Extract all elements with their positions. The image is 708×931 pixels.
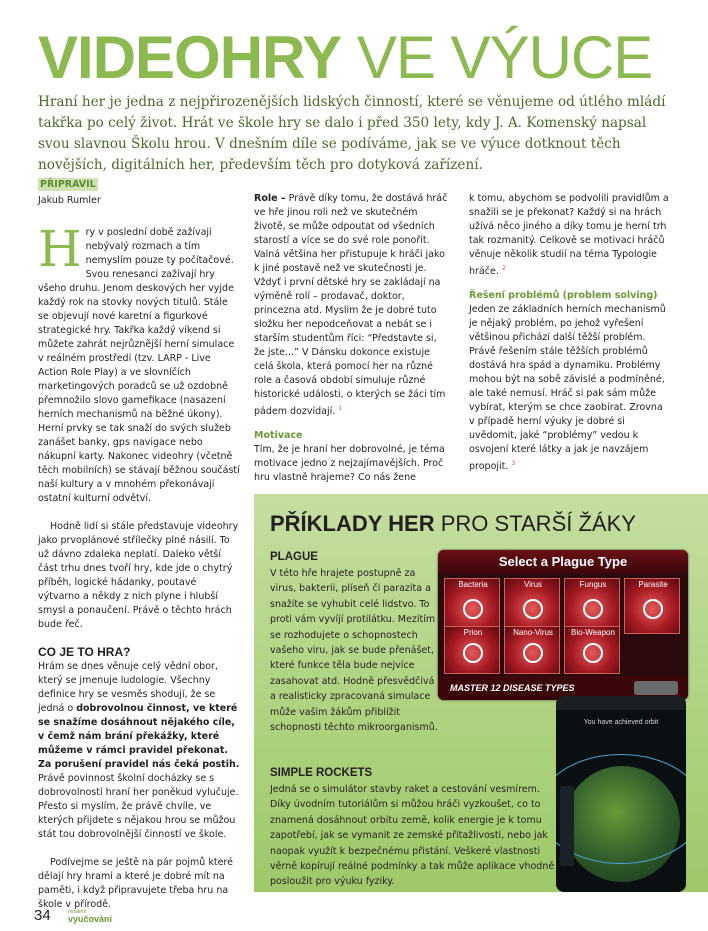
footnote-marker: 1	[338, 405, 343, 412]
prion-icon	[463, 643, 483, 663]
footnote-marker: 3	[511, 460, 516, 468]
body-paragraph	[254, 192, 450, 419]
page-title	[38, 24, 698, 92]
plague-cell-label: Fungus	[579, 580, 607, 589]
plague-cell	[564, 626, 620, 674]
page-number: 34	[34, 907, 51, 924]
body-paragraph	[469, 192, 671, 279]
game-title-plague: PLAGUE	[270, 551, 318, 563]
box-title-light: PRO STARŠÍ ŽÁKY	[434, 511, 636, 536]
orbit-line	[556, 754, 686, 864]
column-3	[469, 192, 671, 474]
plague-cell-label: Bio-Weapon	[571, 628, 615, 637]
plague-cell-label: Parasite	[638, 580, 668, 589]
section-heading: Motivace	[254, 430, 303, 442]
body-paragraph: Podívejme se ještě na pár pojmů které dělají hry hrami a které je dobré mít na paměti, i když připravujete třeba hru na škole v přírodě.	[38, 857, 233, 910]
parasite-icon	[643, 599, 663, 619]
body-paragraph: ry v poslední době zažívají nebývalý rozmach a tím nemyslím pouze ty počítačové. Svou renesanci zažívají hry všeho druhu. Jenom deskových her vyjde každý rok na stovky nových titulů. Stále se objevují nové karetní a figurkové strategické hry. Takřka každý víkend si můžete zahrát nejrůznější herní simulace v reálném prostředí (tzv. LARP - Live Action Role Play) a ve slovníčích marketingových poradců se už ozdobně přemnožilo slovo gamefikace (nasazení herních mechanismů na běžné úkony). Herní prvky se tak snaží do svých služeb zanášet banky, gps navigace nebo nákupní karty. Nakonec videohry (včetně těch mobilních) se stávají běžnou součástí naší kultury a v mnohém překonávají ostatní kulturní odvětví.	[38, 227, 240, 504]
column-1	[38, 178, 240, 912]
byline-author: Jakub Rumler	[38, 195, 101, 206]
examples-box-title	[270, 510, 690, 538]
plague-footer-text: MASTER 12 DISEASE TYPES	[450, 683, 575, 693]
plague-cell-label: Nano-Virus	[513, 628, 553, 637]
text-run: Hrám se dnes věnuje celý vědní obor, který se jmenuje ludologie. Všechny definice hry se vesměs shodují, že se jedná o	[38, 661, 218, 714]
body-paragraph: Tím, že je hraní her dobrovolné, je téma motivace jedno z nejzajímavějších. Proč hru vlastně hrajeme? Co nás žene	[254, 444, 445, 484]
rockets-status-bar	[556, 696, 686, 710]
plague-screenshot	[438, 550, 688, 700]
body-paragraph	[469, 303, 671, 474]
column-2	[254, 192, 450, 485]
text-run-bold: dobrovolnou činnost, ve které se snažíme dosáhnout nějakého cíle, v čemž nám brání překážky, které můžeme v rámci pravidel překonat. Za porušení pravidel nás čeká postih.	[38, 703, 240, 770]
plague-cell	[504, 626, 560, 674]
rockets-orbit-label: You have achieved orbit	[583, 719, 659, 726]
plague-cell-label: Virus	[523, 580, 543, 589]
section-heading: CO JE TO HRA?	[38, 645, 131, 659]
title-light: VE VÝUCE	[341, 24, 653, 91]
intro-block	[38, 220, 240, 506]
plague-cell-label: Prion	[463, 628, 483, 637]
rockets-screenshot	[556, 696, 686, 892]
nano-virus-icon	[523, 643, 543, 663]
bacteria-icon	[463, 599, 483, 619]
lead-paragraph: Hraní her je jedna z nejpřirozenějších lidských činností, které se věnujeme od útlého mládí takřka po celý život. Hrát ve škole hry se dalo i před 350 lety, kdy J. A. Komenský napsal svou slavnou Školu hrou. V dnešním díle se podíváme, jak se ve výuce dotknout těch novějších, digitálních her, především těch pro dotyková zařízení.	[38, 94, 666, 173]
magazine-logo: vyučování	[68, 914, 113, 924]
game-text-plague: V této hře hrajete postupně za virus, bakterii, plíseň či parazita a snažíte se vyhubit celé lidstvo. To proti vám vyvíjí protilátku. Mezitím se rozhodujete o schopnostech vašeho viru, jak se bude přenášet, které funkce těla bude nejvíce zasahovat atd. Hodně přesvědčivá a realisticky zpracovaná simulace může vašim žákům přiblížit schopnosti těchto mikroorganismů.	[270, 568, 438, 734]
term-label: Role –	[254, 193, 286, 204]
box-title-bold: PŘÍKLADY HER	[270, 511, 435, 536]
dropcap: H	[38, 220, 82, 278]
plague-screenshot-header: Select a Plague Type	[438, 550, 688, 574]
control-panel-graphic	[560, 786, 574, 866]
section-heading: Řešení problémů (problem solving)	[469, 290, 658, 302]
magazine-logo-small: moderní	[68, 909, 87, 915]
body-paragraph: Hodně lidí si stále představuje videohry jako prvoplánové střílečky plné násilí. To už dávno zdaleka neplatí. Daleko větší část trhu dnes tvoří hry, kde jde o chytrý příběh, logické hádanky, poutavé výtvarno a někdy z nich plyne i hlubší smysl a ponaučení. Právě o těchto hrách bude řeč.	[38, 521, 239, 630]
footnote-marker: 2	[501, 265, 506, 272]
plague-cell-label: Bacteria	[458, 580, 488, 589]
virus-icon	[523, 599, 543, 619]
text-run: Právě povinnost školní docházky se s dobrovolností hraní her poněkud vylučuje. Přesto si myslím, že právě chvíle, ve kterých přijdete s nějakou hrou se můžou stát tou dobrovolnější činností ve škole.	[38, 773, 239, 840]
plague-cell	[444, 626, 500, 674]
game-text-simple-rockets: Jedná se o simulátor stavby raket a cestování vesmírem. Díky úvodním tutoriálům si můžou hráči vyzkoušet, co to znamená dosáhnout orbitu země, kolik energie je k tomu zapotřebí, jak se vymanit ze zemské přitažlivosti, nebo jak naopak využít k bezpečnému přistání. Veškeré vlastnosti věrně kopírují reálné podmínky a tak může aplikace vhodně posloužit pro výuku fyziky.	[270, 784, 555, 888]
fungus-icon	[583, 599, 603, 619]
body-paragraph	[38, 660, 240, 842]
title-bold: VIDEOHRY	[38, 24, 342, 91]
continue-button-graphic	[634, 681, 678, 695]
text-run: Jeden ze základních herních mechanismů je nějaký problém, po jehož vyřešení většinou přichází další těžší problém. Právě řešením stále těžších problémů dostává hra spád a dynamiku. Problémy mohou být na sobě závislé a podmíněné, ale také nemusí. Hráč si pak sám může vybírat, kterým se chce zaobírat. Zrovna v případě herní výuky je dobré si uvědomit, jaké “problémy” vedou k osvojení které látky a jak je navzájem propojit.	[469, 304, 666, 473]
game-title-simple-rockets: SIMPLE ROCKETS	[270, 767, 373, 779]
biohazard-icon	[583, 643, 603, 663]
text-run: Právě díky tomu, že dostává hráč ve hře jinou roli než ve skutečném životě, se může odpoutat od všedních starostí a více se do své role ponořit. Valná většina her přistupuje k hráči jako k jiné postavě než ve skutečnosti je. Vždyť i první dětské hry se zakládají na výměně rolí – prodavač, doktor, princezna atd. Myslím že je dobré tuto složku her nepodceňovat a nebát se i starším studentům říci: “Představte si, že jste...” V Dánsku dokonce existuje celá škola, která pomocí her na různé role a časová období simuluje různé historické události, o kterých se žáci tím pádem dozvídají.	[254, 193, 448, 418]
plague-cell	[624, 578, 680, 634]
text-run: k tomu, abychom se podvolili pravidlům a snažili se je překonat? Každý si na hrách užívá něco jiného a díky tomu je herní trh tak rozmanitý. Celkově se motivaci hráčů věnuje několik studií na téma Typologie hráče.	[469, 193, 669, 278]
byline-label: PŘIPRAVIL	[40, 179, 96, 190]
